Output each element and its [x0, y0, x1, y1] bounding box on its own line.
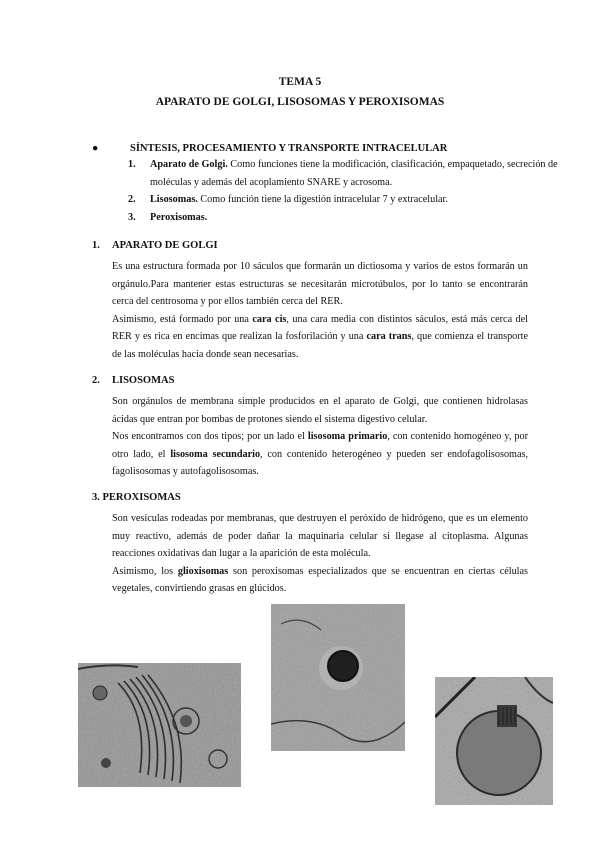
section-body-lisosomas — [112, 393, 528, 481]
list-item-title: Lisosomas. — [150, 194, 198, 205]
section-heading-peroxisomas — [92, 492, 181, 503]
list-item-text: Como funciones tiene la modificación, clasificación, empaquetado, secreción de moléculas y además del acoplamiento SNARE y acrosoma. — [150, 159, 558, 188]
text-run: , con contenido homogéneo y, por otro lado, el — [112, 431, 528, 460]
lysosome-micrograph — [271, 604, 405, 751]
list-item-title: Peroxisomas. — [150, 211, 208, 223]
intro-heading — [92, 140, 447, 158]
bold-term: lisosoma primario — [307, 431, 388, 442]
section-heading-golgi — [92, 240, 218, 251]
page-title: APARATO DE GOLGI, LISOSOMAS Y PEROXISOMAS — [155, 96, 445, 108]
text-run: Asimismo, está formado por una — [112, 313, 253, 325]
bold-term: cara cis — [252, 313, 287, 325]
peroxisome-micrograph — [435, 677, 553, 805]
topic-number: TEMA 5 — [278, 76, 322, 88]
list-item-number: 1. — [128, 159, 136, 170]
bold-term: glioxisomas — [177, 565, 229, 577]
list-item-number: 2. — [128, 194, 136, 205]
text-run: son peroxisomas especializados que se encuentran en ciertas células vegetales, convirtiendo grasas en glúcidos. — [112, 565, 528, 594]
list-item — [128, 191, 558, 209]
list-item-title: Aparato de Golgi. — [150, 159, 228, 170]
text-run: , una cara media con distintos sáculos, está más cerca del RER y es rica en encimas que realizan la fosforilación y una — [112, 313, 528, 342]
list-item-number: 3. — [128, 211, 136, 223]
section-title: LISOSOMAS — [112, 375, 175, 386]
intro-list — [128, 156, 558, 226]
list-item-text: Como función tiene la digestión intracelular 7 y extracelular. — [197, 194, 448, 205]
text-run: , que comienza el transporte de las moléculas hacia donde sean necesarias. — [112, 331, 528, 360]
paragraph: Son orgánulos de membrana simple producidos en el aparato de Golgi, que contienen hidrolasas ácidas que entran por bombas de protones siendo el sistema digestivo celular. — [112, 396, 528, 425]
bullet-icon: ● — [92, 143, 99, 154]
section-number: 2. — [92, 375, 100, 386]
section-heading-lisosomas — [92, 375, 174, 386]
bold-term: cara trans — [366, 331, 412, 342]
intro-heading-text: SÍNTESIS, PROCESAMIENTO Y TRANSPORTE INTRACELULAR — [130, 143, 448, 154]
section-body-peroxisomas — [112, 510, 528, 598]
golgi-micrograph — [78, 663, 241, 787]
paragraph — [112, 563, 528, 598]
paragraph — [112, 311, 528, 364]
section-title: APARATO DE GOLGI — [112, 240, 218, 251]
text-run: Asimismo, los — [112, 565, 178, 577]
paragraph — [112, 428, 528, 481]
list-item — [128, 209, 558, 227]
text-run: , con contenido heterogéneo y pueden ser endofagolisosomas, fagolisosomas y autofagolisosomas. — [112, 448, 529, 477]
text-run: Nos encontramos con dos tipos; por un lado el — [112, 431, 308, 442]
section-title: 3. PEROXISOMAS — [92, 492, 181, 503]
bold-term: lisosoma secundario — [170, 448, 261, 460]
section-number: 1. — [92, 240, 100, 251]
section-body-golgi — [112, 258, 528, 363]
paragraph: Son vesículas rodeadas por membranas, que destruyen el peróxido de hidrógeno, que es un elemento muy reactivo, además de poder dañar la maquinaria celular si llegase al citoplasma. Algunas reacciones oxidativas dan lugar a la aparición de esta molécula. — [112, 513, 528, 559]
paragraph: Es una estructura formada por 10 sáculos que formarán un dictiosoma y varios de estos formarán un orgánulo.Para mantener estas estructuras se necesitarán microtúbulos, por lo tanto se encontrarán cerca del centrosoma y por ellos también cerca del RER. — [112, 261, 528, 307]
list-item — [128, 156, 558, 191]
